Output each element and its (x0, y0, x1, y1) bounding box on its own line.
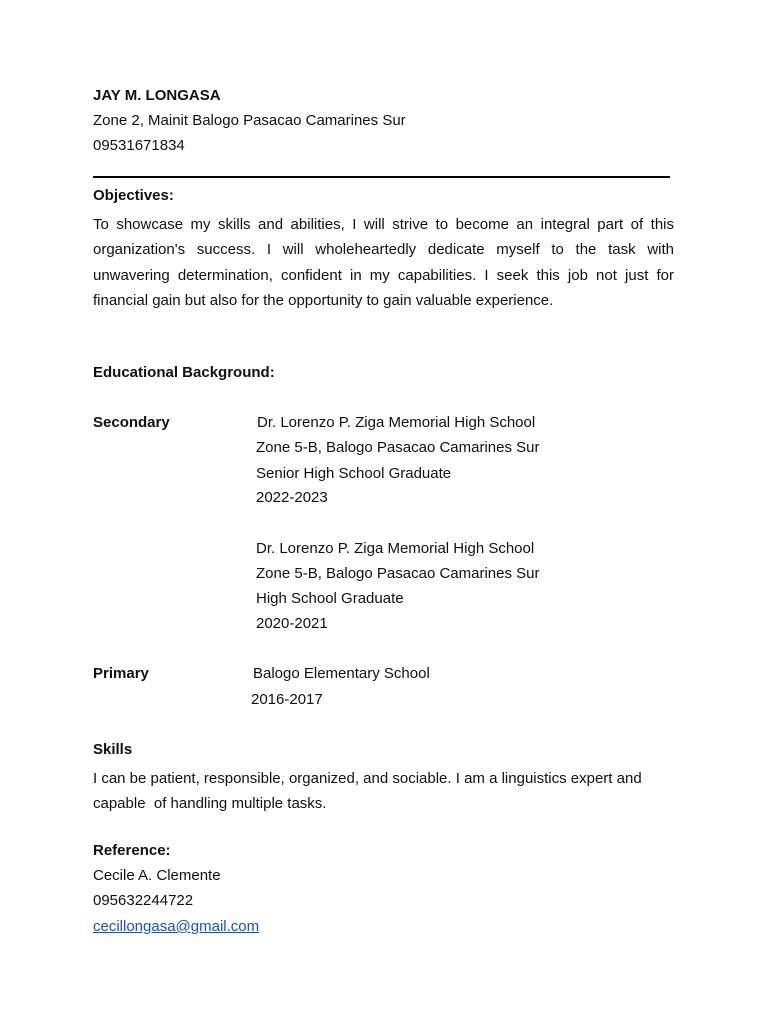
applicant-name: JAY M. LONGASA (93, 87, 221, 104)
education-heading: Educational Background: (93, 364, 275, 381)
primary-label: Primary (93, 665, 149, 682)
secondary-level-2: High School Graduate (256, 590, 404, 607)
secondary-level-1: Senior High School Graduate (256, 465, 452, 482)
primary-years: 2016-2017 (251, 691, 323, 708)
secondary-school-2: Dr. Lorenzo P. Ziga Memorial High School (256, 540, 535, 557)
header-divider (93, 176, 670, 178)
secondary-label: Secondary (93, 414, 170, 431)
skills-text: I can be patient, responsible, organized, and sociable. I am a linguistics expert and capable of handling multiple tasks. (93, 770, 646, 813)
secondary-school-1: Dr. Lorenzo P. Ziga Memorial High School (257, 414, 536, 431)
reference-phone: 095632244722 (93, 892, 194, 909)
reference-name: Cecile A. Clemente (93, 867, 221, 884)
reference-heading: Reference: (93, 842, 171, 859)
primary-school: Balogo Elementary School (253, 665, 430, 682)
objectives-text: To showcase my skills and abilities, I will strive to become an integral part of this organization's success. I will wholeheartedly dedicate myself to the task with unwavering determination, confident in my capabilities. I seek this job not just for financial gain but also for the opportunity to gain valuable experience. (93, 216, 674, 309)
secondary-years-1: 2022-2023 (256, 489, 328, 506)
secondary-address-2: Zone 5-B, Balogo Pasacao Camarines Sur (256, 565, 540, 582)
reference-email-link[interactable]: cecillongasa@gmail.com (93, 918, 260, 935)
secondary-years-2: 2020-2021 (256, 615, 328, 632)
skills-heading: Skills (93, 741, 133, 758)
applicant-phone: 09531671834 (93, 137, 185, 154)
secondary-address-1: Zone 5-B, Balogo Pasacao Camarines Sur (256, 439, 540, 456)
applicant-address: Zone 2, Mainit Balogo Pasacao Camarines Sur (93, 112, 406, 129)
objectives-heading: Objectives: (93, 187, 174, 204)
